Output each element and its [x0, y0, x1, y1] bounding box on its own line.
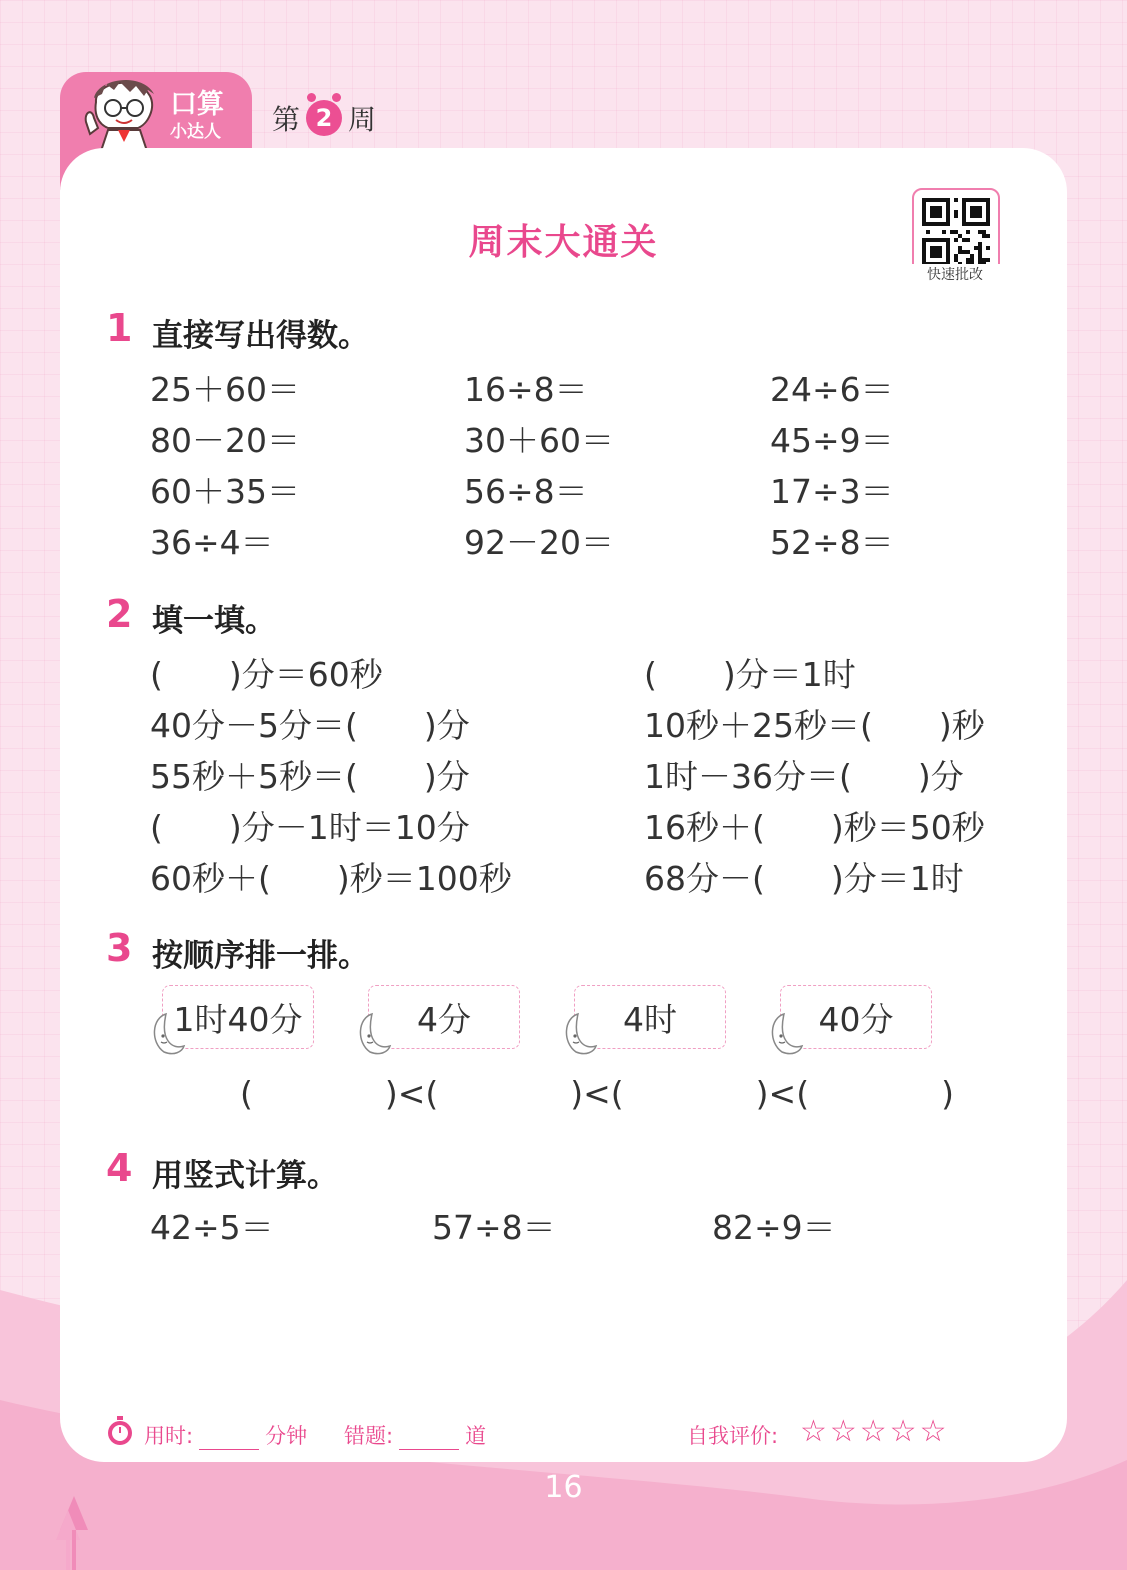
- week-number-badge: 2: [306, 100, 342, 136]
- errors-count: [344, 1420, 486, 1450]
- qr-code[interactable]: [912, 188, 1000, 276]
- vertical-calc-3: 82÷9＝: [712, 1208, 836, 1247]
- problem-1-3: 24÷6＝: [770, 370, 894, 409]
- tab-subtitle: 小达人: [170, 122, 221, 142]
- qr-label: 快速批改: [905, 264, 1005, 284]
- tab-title: 口算: [170, 89, 224, 120]
- moon-icon: [146, 1010, 186, 1058]
- moon-icon: [352, 1010, 392, 1058]
- week-prefix: 第: [272, 103, 301, 136]
- problem-1-12: 52÷8＝: [770, 523, 894, 562]
- fill-2-1: ( )分＝60秒: [150, 655, 383, 694]
- fill-2-2: ( )分＝1时: [644, 655, 856, 694]
- time-used: [144, 1420, 307, 1450]
- fill-2-9: 60秒＋( )秒＝100秒: [150, 859, 512, 898]
- vertical-calc-2: 57÷8＝: [432, 1208, 556, 1247]
- section-2-title: 填一填。: [152, 603, 276, 639]
- problem-1-7: 60＋35＝: [150, 472, 300, 511]
- worksheet-card: [60, 148, 1067, 1462]
- errors-label: 错题:: [344, 1424, 394, 1448]
- week-label: [272, 98, 376, 138]
- page-number: 16: [544, 1470, 583, 1505]
- order-answer-line: ( )<( )<( )<( ): [240, 1074, 954, 1113]
- fill-2-3: 40分－5分＝( )分: [150, 706, 470, 745]
- section-2-number: 2: [106, 592, 133, 636]
- section-4-number: 4: [106, 1146, 133, 1190]
- problem-1-11: 92－20＝: [464, 523, 614, 562]
- vertical-calc-1: 42÷5＝: [150, 1208, 274, 1247]
- sort-card-1: 1时40分: [162, 985, 314, 1049]
- fill-2-6: 1时－36分＝( )分: [644, 757, 964, 796]
- moon-icon: [558, 1010, 598, 1058]
- mascot-icon: [78, 72, 170, 154]
- time-label: 用时:: [144, 1424, 194, 1448]
- problem-1-10: 36÷4＝: [150, 523, 274, 562]
- time-unit: 分钟: [265, 1424, 308, 1448]
- rating-label: 自我评价:: [687, 1424, 779, 1448]
- section-1-title: 直接写出得数。: [152, 318, 369, 354]
- errors-unit: 道: [465, 1424, 487, 1448]
- page-title: 周末大通关: [468, 222, 659, 263]
- section-1-number: 1: [106, 306, 133, 350]
- fill-2-7: ( )分－1时＝10分: [150, 808, 470, 847]
- fill-2-8: 16秒＋( )秒＝50秒: [644, 808, 985, 847]
- problem-1-6: 45÷9＝: [770, 421, 894, 460]
- star-rating[interactable]: ☆☆☆☆☆: [800, 1414, 950, 1449]
- problem-1-8: 56÷8＝: [464, 472, 588, 511]
- section-3-number: 3: [106, 926, 133, 970]
- problem-1-5: 30＋60＝: [464, 421, 614, 460]
- problem-1-9: 17÷3＝: [770, 472, 894, 511]
- qr-code-icon: [922, 198, 990, 266]
- moon-icon: [764, 1010, 804, 1058]
- fill-2-5: 55秒＋5秒＝( )分: [150, 757, 470, 796]
- problem-1-1: 25＋60＝: [150, 370, 300, 409]
- sort-card-2: 4分: [368, 985, 520, 1049]
- tree-icon: [52, 1490, 100, 1570]
- errors-blank[interactable]: [399, 1429, 459, 1450]
- week-suffix: 周: [348, 103, 377, 136]
- problem-1-4: 80－20＝: [150, 421, 300, 460]
- fill-2-4: 10秒＋25秒＝( )秒: [644, 706, 985, 745]
- stopwatch-icon: [106, 1416, 134, 1446]
- section-4-title: 用竖式计算。: [152, 1158, 338, 1194]
- sort-card-4: 40分: [780, 985, 932, 1049]
- sort-card-3: 4时: [574, 985, 726, 1049]
- fill-2-10: 68分－( )分＝1时: [644, 859, 964, 898]
- time-blank[interactable]: [199, 1429, 259, 1450]
- section-3-title: 按顺序排一排。: [152, 938, 369, 974]
- problem-1-2: 16÷8＝: [464, 370, 588, 409]
